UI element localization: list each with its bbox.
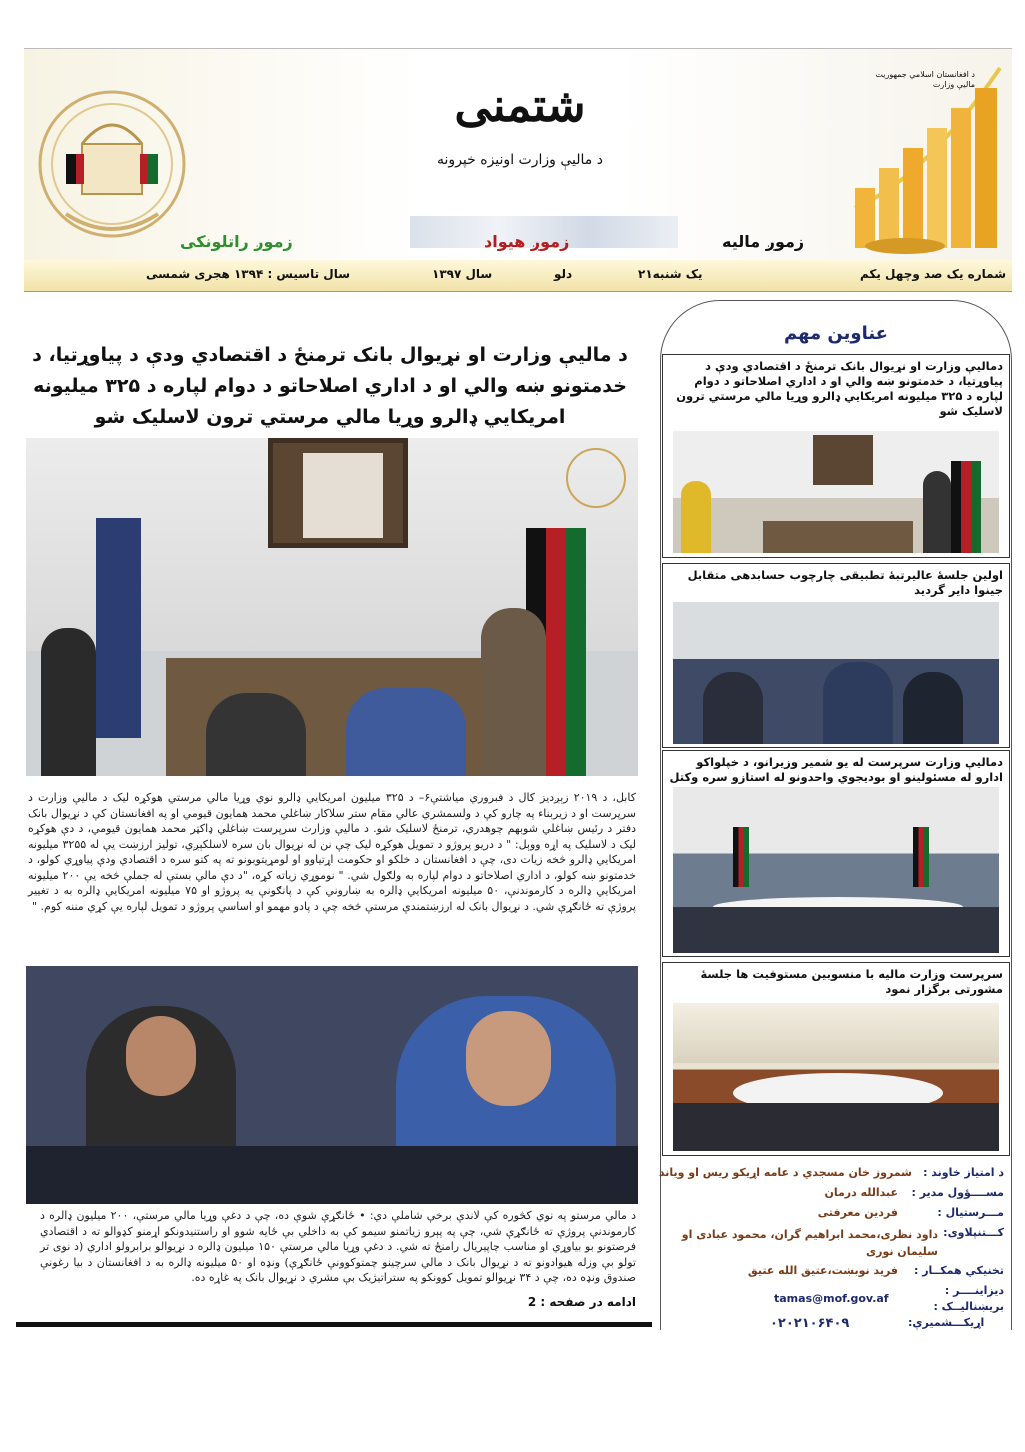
divider: [16, 1322, 652, 1327]
newspaper-title: شتمنی: [454, 78, 586, 132]
headline-card-photo: [673, 1003, 999, 1151]
credit-label: کـــتنپلاوی:: [943, 1226, 1004, 1239]
credit-label: د امتیاز خاوند :: [923, 1166, 1004, 1179]
credit-label: اړیکـــشمیرې:: [908, 1316, 985, 1329]
section-our-country: زموږ هیواد: [484, 232, 570, 251]
headline-card-photo: [673, 431, 999, 553]
headline-card[interactable]: [662, 354, 1010, 558]
credit-value: فردین معرفتی: [817, 1206, 898, 1219]
issue-year: سال ۱۳۹۷: [432, 267, 493, 281]
credit-value: شمروز خان مسجدي د عامه اړیکو ریس او ویاند: [658, 1166, 912, 1179]
issue-day: یک شنبه۲۱: [638, 267, 703, 281]
headline-card-photo: [673, 602, 999, 744]
issue-number: شماره یک صد وچهل یکم: [859, 267, 1006, 281]
credit-label: مســــؤول مدیر :: [911, 1186, 1004, 1199]
officials-photo: [26, 966, 638, 1204]
headline-card[interactable]: [662, 962, 1010, 1156]
credit-label: مـــرستیال :: [937, 1206, 1004, 1219]
continued-on-page: ادامه در صفحه : 2: [527, 1295, 636, 1309]
growth-chart-graphic: [845, 58, 1010, 258]
issue-month: دلو: [554, 267, 573, 281]
credit-row: [664, 1226, 1008, 1260]
newspaper-subtitle: د مالیې وزارت اونیزه خپرونه: [437, 152, 603, 168]
headline-card-title: دمالیې وزارت او نړیوال بانک ترمنځ د اقتصادي ودې د پیاوړتیا، د خدمتونو ښه والي او د اداري اصلاحاتو د دوام لپاره د ۳۲۵ میلیونه امریکایي ډالرو وړیا مالي مرستي ترون لاسلیک شو: [676, 359, 1003, 418]
credit-row: [664, 1206, 1008, 1222]
founding-year: سال تاسیس : ۱۳۹۴ هجری شمسی: [146, 267, 351, 281]
credit-row: [664, 1186, 1008, 1202]
issue-info-bar: [24, 260, 1012, 292]
headline-card-title: اولین جلسۀ عالیرتبۀ تطبیقی چارچوب حسابدهی متقابل جینوا دایر گردید: [687, 568, 1003, 597]
credit-value: داود نظری،محمد ابراهیم گران، محمود عبادی او سلیمان نوری: [681, 1228, 938, 1258]
phone-number[interactable]: ۰۲۰۲۱۰۶۴۰۹: [770, 1316, 850, 1331]
email-link[interactable]: tamas@mof.gov.af: [774, 1292, 889, 1305]
main-article-list: د مالي مرستو په نوي کڅوره کې لاندې برخې شاملې دي: • ځانګړې شوې ده، چې د دغې وړیا مالي مرستې، ۲۰۰ میلیون ډالره د کارموندنې پروژې ته ځانګړې شي، چې په پېرو زیاتمنو سیمو کې به داخلي بې ځایه شوو او راستنیدونکو اړمنو کډوالو ته د اقتصادي فرصتونو بو بیاوړي او مناسب چاپیریال رامنځ ته شي. د دغې وړیا مالي مرستې ۱۵۰ میلیون ډالره د نړیوالو برابرولو اداري (د نوی تر تولو بې وزله هیوادونو ته د نړیوال بانک د مالي سرچینو چمتوکوونې ځانګړې) ونډه او ۵۰ میلیونه ډالره به د افغانستان د بیا رغونې صندوق ونډه ده، چې د ۳۴ نړیوالو تمویل کوونکو په ستراتیژیک بې مشري د نړیوال بانک په غاړه ده.: [40, 1209, 636, 1284]
headline-card-title: سرپرست وزارت مالیه با منسوبین مستوفیت ها جلسۀ مشورتی برگزار نمود: [700, 967, 1003, 996]
credit-label: تخنیکي همکــار :: [913, 1264, 1004, 1277]
afghanistan-emblem: [36, 84, 188, 244]
main-article-paragraph: کابل، د ۲۰۱۹ زېږدیز کال د فبروري میاشتې۶– د ۳۲۵ میلیون امریکایي ډالرو نوي وړیا مالي مرستي هوکړه لیک د مالیې وزارت د سرپرست او د زیربناء په چارو کې د ولسمشري عالي مقام ستر سلاکار ښاغلي محمد همایون قیومي او په افغانستان کې د نړیوال بانک دفتر د رئیس ښاغلي شوبهم چوهدري، ترمنځ لاسلیک شو. د مالیې وزارت سرپرست ښاغلي ډاکټر محمد همایون قیومي، د دې هوکړه لیک د لاسلیک په اړه ووېل: " د دریو پروژو د تمویل هوکړه لیک چې نن له نړیوال بان سره لاسلکېږي، تولیز ارزښت یې له ۳۲۵۵ میلیونه امریکایي ډالرو څخه زیات دی، چې د افغانستان د خلکو او حکومت اړتیاوو او لومړیتوبونو ته په کتو سره د اقتصادي ودې پیاوړي کولو، د خدمتونو ښه کولو، د اداري اصلاحاتو د دوام لپاره به ولګول شي. " نوموړي زیاته کړه، "د دې مالي بستې له جملې څخه یې ۲۰۰ میلیونه امریکایي ډالره د کارموندنې، ۵۰ میلیونه امریکایي ډالره به ښاروني کې د پانګونې یه پروژو او ۷۵ میلیونه امریکایي ډالره به د تغییر پروژې ته ځانګړې شي. د نړیوال بانک له ارزښتمندې مرستې څخه چې د پادو مهمو او اساسي پروژو د تمویل لپاره یې کړي مننه کوم. ": [28, 791, 637, 913]
section-our-future: زموږ راتلونکی: [180, 232, 293, 251]
credit-row: [658, 1166, 1008, 1182]
credit-value: عبدالله درمان: [824, 1186, 898, 1199]
credit-label: دیزاینــــر :: [944, 1284, 1004, 1297]
credit-row: [664, 1264, 1008, 1280]
section-our-finance: زموږ مالیه: [722, 232, 805, 251]
headline-card[interactable]: [662, 750, 1010, 957]
sidebar-title: عناوین مهم: [784, 323, 888, 344]
credit-label: بریښنالیــک :: [933, 1300, 1004, 1313]
credit-value: فرید نوبښت،عتیق الله عتیق: [747, 1264, 898, 1277]
ministry-label: د افغانستان اسلامي جمهوریت مالیې وزارت: [875, 70, 975, 89]
headline-card-photo: [673, 787, 999, 953]
emblem-icon: [566, 448, 626, 508]
main-article-headline: د مالیې وزارت او نړیوال بانک ترمنځ د اقتصادي ودې د پیاوړتیا، د خدمتونو ښه والي او د اداري اصلاحاتو د دوام لپاره د ۳۲۵ میلیونه امریکایي ډالرو وړیا مالي مرستي ترون لاسلیک شو: [32, 344, 628, 428]
signing-ceremony-photo: [26, 438, 638, 776]
headline-card[interactable]: [662, 563, 1010, 748]
headline-card-title: دمالیې وزارت سرپرست له یو شمیر وزیرانو، د خپلواکو ادارو له مسئولینو او بودیجوي واحدونو له استازو سره وکتل: [669, 755, 1003, 784]
